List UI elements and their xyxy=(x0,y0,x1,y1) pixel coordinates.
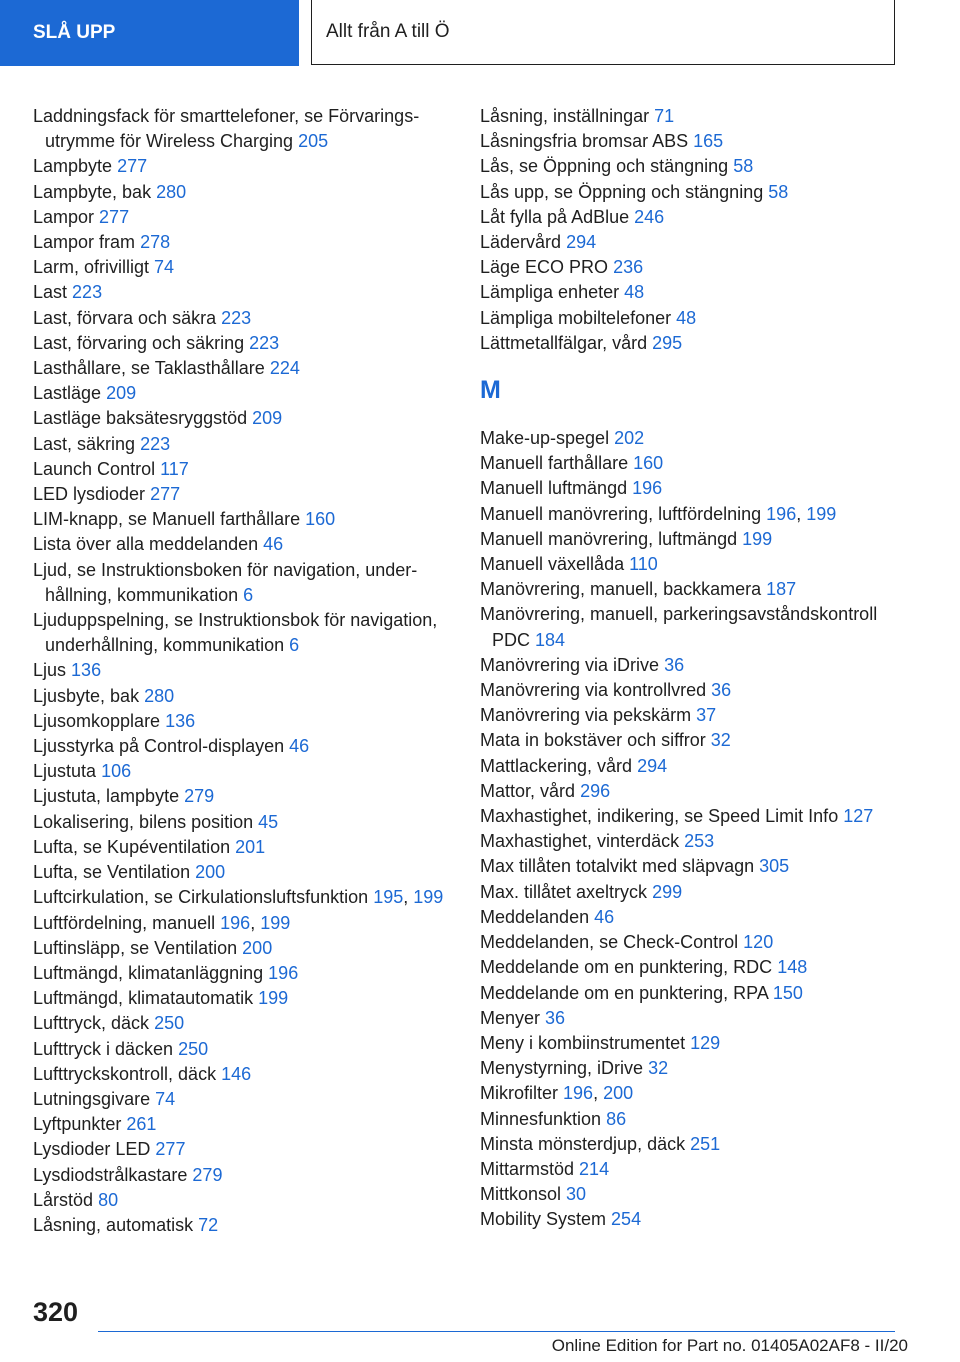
index-entry xyxy=(480,905,900,930)
index-term: Lufttryck, däck xyxy=(33,1013,150,1034)
index-entry xyxy=(480,1006,900,1031)
index-term: Lås, se Öppning och stängning xyxy=(480,156,729,177)
index-entry xyxy=(33,180,448,205)
index-term: Last, förvaring och säkring xyxy=(33,332,245,353)
index-term: Låsningsfria bromsar ABS xyxy=(480,131,689,152)
page-reference-link[interactable]: 253 xyxy=(684,831,715,852)
page-reference-link[interactable]: 120 xyxy=(743,932,774,953)
index-entry: Mikrofilter 196, 200 xyxy=(480,1083,634,1104)
index-entry xyxy=(480,129,900,154)
page-reference-link[interactable]: 165 xyxy=(693,131,724,152)
index-entry xyxy=(480,754,900,779)
page-reference-link[interactable]: 71 xyxy=(654,106,675,126)
page-number: 320 xyxy=(33,1297,79,1327)
index-term: Lasthållare, se Taklasthållare xyxy=(33,358,265,379)
index-term: Manövrering via kontrollvred xyxy=(480,680,707,701)
index-entry xyxy=(33,255,448,280)
index-term: Lokalisering, bilens position xyxy=(33,811,254,832)
index-term: Lämpliga mobiltelefoner xyxy=(480,307,672,328)
index-entry xyxy=(33,961,448,986)
index-term: Lufta, se Ventilation xyxy=(33,862,191,883)
index-term: Maxhastighet, vinterdäck xyxy=(480,831,680,852)
page-reference-link[interactable]: 202 xyxy=(614,428,645,449)
index-term: Maxhastighet, indikering, se Speed Limit Info xyxy=(480,806,839,827)
index-entry xyxy=(480,678,900,703)
index-column-right xyxy=(480,104,900,1233)
index-term: Manuell manövrering, luftfördelning xyxy=(480,503,762,524)
index-term: Manuell växellåda xyxy=(480,554,625,575)
index-term: Lista över alla meddelanden xyxy=(33,534,259,555)
index-entry xyxy=(480,577,900,602)
page-reference-link[interactable]: 58 xyxy=(733,156,754,177)
index-entry xyxy=(33,104,448,154)
index-entry xyxy=(33,1112,448,1137)
page-reference-link[interactable]: 278 xyxy=(140,232,171,253)
page-reference-link[interactable]: 58 xyxy=(768,181,789,202)
page-reference-link[interactable]: 250 xyxy=(178,1038,209,1059)
index-entry xyxy=(480,331,900,356)
page-reference-link[interactable]: 74 xyxy=(154,257,175,278)
index-term: LIM-knapp, se Manuell farthållare xyxy=(33,509,301,530)
index-term: Meny i kombiinstrumentet xyxy=(480,1032,686,1053)
index-entry xyxy=(33,532,448,557)
index-entry xyxy=(33,1137,448,1162)
index-term: Mattlackering, vård xyxy=(480,755,633,776)
page-reference-link[interactable]: 150 xyxy=(772,982,803,1003)
index-entry xyxy=(33,835,448,860)
page-reference-link[interactable]: 32 xyxy=(710,730,731,751)
index-term: Last, säkring xyxy=(33,433,136,454)
index-term: LED lysdioder xyxy=(33,484,146,505)
index-entry xyxy=(480,854,900,879)
index-entry xyxy=(480,476,900,501)
page-reference-link[interactable]: 223 xyxy=(72,282,103,303)
index-entry xyxy=(480,602,900,652)
page-reference-link[interactable]: 30 xyxy=(566,1184,587,1205)
index-entry xyxy=(33,734,448,759)
page-reference-link[interactable]: 251 xyxy=(690,1133,721,1154)
index-term: Lampbyte xyxy=(33,156,113,177)
page-reference-link[interactable]: 254 xyxy=(611,1209,642,1230)
index-entry xyxy=(33,381,448,406)
index-term: Lastläge baksätesryggstöd xyxy=(33,408,248,429)
page-reference-link[interactable]: 236 xyxy=(613,257,644,278)
page-header xyxy=(0,0,960,66)
index-term: Menystyrning, iDrive xyxy=(480,1058,644,1079)
index-entry xyxy=(33,306,448,331)
index-entry xyxy=(480,280,900,305)
index-term: Lastläge xyxy=(33,383,102,404)
page-reference-link[interactable]: 196 xyxy=(766,503,797,524)
index-entry xyxy=(33,280,448,305)
index-entry xyxy=(480,306,900,331)
page-reference-link[interactable]: 199 xyxy=(742,528,773,549)
index-term: Ljus xyxy=(33,660,67,681)
index-term: Manövrering via iDrive xyxy=(480,654,660,675)
index-term: Lampbyte, bak xyxy=(33,181,152,202)
index-list-l-continued xyxy=(480,104,900,356)
index-entry xyxy=(33,608,448,658)
page-reference-link[interactable]: 199 xyxy=(258,988,289,1009)
index-entry: Manuell manövrering, luftfördelning 196, 199 xyxy=(480,503,837,524)
page-reference-link[interactable]: 223 xyxy=(221,307,252,328)
index-entry xyxy=(33,1037,448,1062)
index-entry xyxy=(33,1213,448,1238)
index-term: Manuell farthållare xyxy=(480,453,629,474)
index-entry xyxy=(33,1163,448,1188)
page-reference-link[interactable]: 277 xyxy=(150,484,181,505)
page-reference-link[interactable]: 199 xyxy=(806,503,837,524)
index-entry xyxy=(33,709,448,734)
index-entry xyxy=(33,986,448,1011)
page-reference-link[interactable]: 48 xyxy=(624,282,645,303)
page-reference-link[interactable]: 205 xyxy=(298,131,329,152)
index-entry xyxy=(480,1182,900,1207)
index-entry xyxy=(33,507,448,532)
page-reference-link[interactable]: 295 xyxy=(652,332,683,353)
page-reference-link[interactable]: 117 xyxy=(160,458,189,479)
index-term: Lufttryckskontroll, däck xyxy=(33,1063,217,1084)
index-term: Manövrering, manuell, backkamera xyxy=(480,579,762,600)
index-term: Lårstöd xyxy=(33,1189,94,1210)
index-term: Mikrofilter xyxy=(480,1083,559,1104)
page-reference-link[interactable]: 6 xyxy=(289,635,300,656)
index-entry xyxy=(33,406,448,431)
section-letter-heading: M xyxy=(480,376,501,405)
page-reference-link[interactable]: 209 xyxy=(252,408,283,429)
index-term: Lämpliga enheter xyxy=(480,282,620,303)
page-reference-link[interactable]: 195 xyxy=(373,887,404,908)
index-entry xyxy=(480,1157,900,1182)
page-reference-link[interactable]: 36 xyxy=(545,1007,566,1028)
index-term: Ljud, se Instruktionsboken för navigation, underhållning, kommunikation xyxy=(33,559,418,605)
index-entry xyxy=(480,1056,900,1081)
page-reference-link[interactable]: 214 xyxy=(579,1158,610,1179)
index-entry xyxy=(480,930,900,955)
index-entry xyxy=(33,432,448,457)
index-term: Mobility System xyxy=(480,1209,607,1230)
page-reference-link[interactable]: 200 xyxy=(195,862,226,883)
index-term: Mittkonsol xyxy=(480,1184,562,1205)
index-entry xyxy=(33,558,448,608)
page-reference-link[interactable]: 136 xyxy=(165,710,196,731)
page-reference-link[interactable]: 279 xyxy=(184,786,215,807)
page-reference-link[interactable]: 6 xyxy=(243,584,254,605)
page-reference-link[interactable]: 294 xyxy=(637,755,668,776)
page-reference-link[interactable]: 280 xyxy=(156,181,187,202)
page-reference-link[interactable]: 146 xyxy=(221,1063,252,1084)
index-term: Luftmängd, klimatanläggning xyxy=(33,962,264,983)
index-entry xyxy=(33,457,448,482)
index-entry: Luftcirkulation, se Cirkulationsluftsfunktion 195, 199 xyxy=(33,887,444,908)
page-reference-link[interactable]: 200 xyxy=(242,937,273,958)
index-entry xyxy=(33,860,448,885)
index-entry xyxy=(33,936,448,961)
index-entry xyxy=(33,205,448,230)
index-entry xyxy=(480,779,900,804)
page-reference-link[interactable]: 48 xyxy=(676,307,697,328)
page-reference-link[interactable]: 86 xyxy=(606,1108,627,1129)
index-entry xyxy=(33,154,448,179)
page-reference-link[interactable]: 148 xyxy=(777,957,808,978)
page-reference-link[interactable]: 32 xyxy=(648,1058,669,1079)
index-entry xyxy=(480,205,900,230)
page-reference-link[interactable]: 72 xyxy=(198,1214,219,1235)
index-entry xyxy=(33,658,448,683)
page-reference-link[interactable]: 280 xyxy=(144,685,175,706)
index-entry xyxy=(480,653,900,678)
index-entry xyxy=(480,955,900,980)
index-term: Lufta, se Kupéventilation xyxy=(33,836,231,857)
page-reference-link[interactable]: 200 xyxy=(603,1083,634,1104)
index-entry xyxy=(33,230,448,255)
page-reference-link[interactable]: 223 xyxy=(140,433,171,454)
index-entry xyxy=(33,1188,448,1213)
index-entry xyxy=(33,1087,448,1112)
page-reference-link[interactable]: 277 xyxy=(117,156,148,177)
index-term: Manövrering via pekskärm xyxy=(480,705,692,726)
index-term: Last xyxy=(33,282,68,303)
page-reference-link[interactable]: 250 xyxy=(154,1013,185,1034)
index-entry xyxy=(33,1062,448,1087)
footer-divider xyxy=(98,1331,895,1332)
index-entry xyxy=(33,331,448,356)
index-term: Ljusomkopplare xyxy=(33,710,161,731)
index-entry xyxy=(33,1011,448,1036)
section-tab-label: SLÅ UPP xyxy=(33,22,116,43)
page-reference-link[interactable]: 129 xyxy=(690,1032,721,1053)
footer-edition-text: Online Edition for Part no. 01405A02AF8 - II/20 xyxy=(551,1336,908,1355)
page-reference-link[interactable]: 45 xyxy=(258,811,279,832)
index-term: Lås upp, se Öppning och stängning xyxy=(480,181,764,202)
index-term: Meddelanden, se Check-Control xyxy=(480,932,739,953)
page-reference-link[interactable]: 74 xyxy=(155,1088,176,1109)
index-entry xyxy=(33,810,448,835)
page-reference-link[interactable]: 46 xyxy=(289,736,310,757)
page-reference-link[interactable]: 37 xyxy=(696,705,717,726)
index-entry: Luftfördelning, manuell 196, 199 xyxy=(33,912,291,933)
index-entry xyxy=(480,426,900,451)
index-entry xyxy=(480,451,900,476)
index-term: Mata in bokstäver och siffror xyxy=(480,730,706,751)
index-entry xyxy=(480,829,900,854)
index-entry xyxy=(480,880,900,905)
page-reference-link[interactable]: 296 xyxy=(580,780,611,801)
index-term: Lädervård xyxy=(480,232,562,253)
index-entry xyxy=(480,104,900,129)
index-entry xyxy=(33,784,448,809)
index-term: Låsning, inställningar xyxy=(480,106,650,126)
index-term: Lättmetallfälgar, vård xyxy=(480,332,648,353)
index-entry xyxy=(480,1031,900,1056)
index-term: Max tillåten totalvikt med släpvagn xyxy=(480,856,755,877)
index-entry xyxy=(480,180,900,205)
index-term: Max. tillåtet axeltryck xyxy=(480,881,648,902)
page-reference-link[interactable]: 196 xyxy=(220,912,251,933)
index-term: Luftinsläpp, se Ventilation xyxy=(33,937,238,958)
index-term: Ljusbyte, bak xyxy=(33,685,140,706)
index-entry xyxy=(480,527,900,552)
page-reference-link[interactable]: 223 xyxy=(249,332,280,353)
page-reference-link[interactable]: 184 xyxy=(535,629,566,650)
page-reference-link[interactable]: 261 xyxy=(126,1114,157,1135)
index-entry xyxy=(33,482,448,507)
page-reference-link[interactable]: 80 xyxy=(98,1189,119,1210)
section-tab xyxy=(0,0,299,66)
index-term: Manuell manövrering, luftmängd xyxy=(480,528,738,549)
page-reference-link[interactable]: 36 xyxy=(711,680,732,701)
page-reference-link[interactable]: 36 xyxy=(664,654,685,675)
index-term: Låt fylla på AdBlue xyxy=(480,206,630,227)
page-reference-link[interactable]: 110 xyxy=(629,554,658,575)
index-term: Luftmängd, klimatautomatik xyxy=(33,988,254,1009)
index-term: Ljusstyrka på Control-displayen xyxy=(33,736,285,757)
index-entry xyxy=(33,356,448,381)
index-term: Mittarmstöd xyxy=(480,1158,575,1179)
index-term: Lysdiodstrålkastare xyxy=(33,1164,188,1185)
page-reference-link[interactable]: 224 xyxy=(269,358,300,379)
page-reference-link[interactable]: 246 xyxy=(634,206,665,227)
page-reference-link[interactable]: 160 xyxy=(305,509,336,530)
index-entry xyxy=(480,1107,900,1132)
page-reference-link[interactable]: 196 xyxy=(268,962,299,983)
chapter-title: Allt från A till Ö xyxy=(326,21,450,42)
page-reference-link[interactable]: 299 xyxy=(652,881,683,902)
index-term: Minnesfunktion xyxy=(480,1108,602,1129)
page-reference-link[interactable]: 279 xyxy=(192,1164,223,1185)
index-term: Mattor, vård xyxy=(480,780,576,801)
page-reference-link[interactable]: 196 xyxy=(563,1083,594,1104)
page-reference-link[interactable]: 196 xyxy=(632,478,663,499)
page-reference-link[interactable]: 46 xyxy=(263,534,284,555)
index-entry xyxy=(480,981,900,1006)
index-entry xyxy=(480,552,900,577)
index-term: Lysdioder LED xyxy=(33,1139,151,1160)
index-term: Meddelande om en punktering, RDC xyxy=(480,957,773,978)
index-entry xyxy=(33,684,448,709)
index-entry xyxy=(480,703,900,728)
index-term: Lyftpunkter xyxy=(33,1114,122,1135)
page-reference-link[interactable]: 46 xyxy=(594,906,615,927)
index-term: Laddningsfack för smarttelefoner, se Förvaringsutrymme för Wireless Charging xyxy=(33,106,420,152)
page-reference-link[interactable]: 294 xyxy=(566,232,597,253)
index-term: Läge ECO PRO xyxy=(480,257,609,278)
page-reference-link[interactable]: 160 xyxy=(633,453,664,474)
index-term: Last, förvara och säkra xyxy=(33,307,217,328)
page-reference-link[interactable]: 305 xyxy=(759,856,790,877)
chapter-title-box xyxy=(311,0,895,65)
index-term: Launch Control xyxy=(33,458,156,479)
page-reference-link[interactable]: 277 xyxy=(155,1139,186,1160)
index-term: Lampor fram xyxy=(33,232,136,253)
page-reference-link[interactable]: 209 xyxy=(106,383,137,404)
index-term: Make-up-spegel xyxy=(480,428,610,449)
page-reference-link[interactable]: 106 xyxy=(101,761,132,782)
index-entry xyxy=(480,728,900,753)
index-term: Luftcirkulation, se Cirkulationsluftsfunktion xyxy=(33,887,369,908)
index-term: Luftfördelning, manuell xyxy=(33,912,216,933)
index-term: Manuell luftmängd xyxy=(480,478,628,499)
index-entry xyxy=(480,154,900,179)
index-entry xyxy=(480,230,900,255)
page-reference-link[interactable]: 187 xyxy=(766,579,797,600)
index-term: Lufttryck i däcken xyxy=(33,1038,174,1059)
index-term: Ljuduppspelning, se Instruktionsbok för navigation, underhållning, kommunikation xyxy=(33,610,438,656)
index-term: Lutningsgivare xyxy=(33,1088,151,1109)
index-entry xyxy=(480,1207,900,1232)
page-reference-link[interactable]: 199 xyxy=(260,912,291,933)
index-term: Larm, ofrivilligt xyxy=(33,257,150,278)
index-entry xyxy=(480,804,900,829)
index-entry xyxy=(480,255,900,280)
index-term: Låsning, automatisk xyxy=(33,1214,194,1235)
index-term: Meddelanden xyxy=(480,906,590,927)
index-term: Meddelande om en punktering, RPA xyxy=(480,982,768,1003)
index-entry xyxy=(33,759,448,784)
index-column-left xyxy=(33,104,448,1238)
page-reference-link[interactable]: 127 xyxy=(843,806,874,827)
index-term: Minsta mönsterdjup, däck xyxy=(480,1133,686,1154)
index-term: Menyer xyxy=(480,1007,541,1028)
page-reference-link[interactable]: 201 xyxy=(235,836,266,857)
index-term: Ljustuta, lampbyte xyxy=(33,786,180,807)
index-term: Ljustuta xyxy=(33,761,97,782)
index-entry xyxy=(480,1132,900,1157)
page-reference-link[interactable]: 199 xyxy=(413,887,444,908)
page-reference-link[interactable]: 277 xyxy=(99,206,130,227)
index-list-m xyxy=(480,426,900,1233)
index-term: Manövrering, manuell, parkeringsavståndskontroll PDC xyxy=(480,604,878,650)
page-reference-link[interactable]: 136 xyxy=(71,660,102,681)
index-term: Lampor xyxy=(33,206,95,227)
